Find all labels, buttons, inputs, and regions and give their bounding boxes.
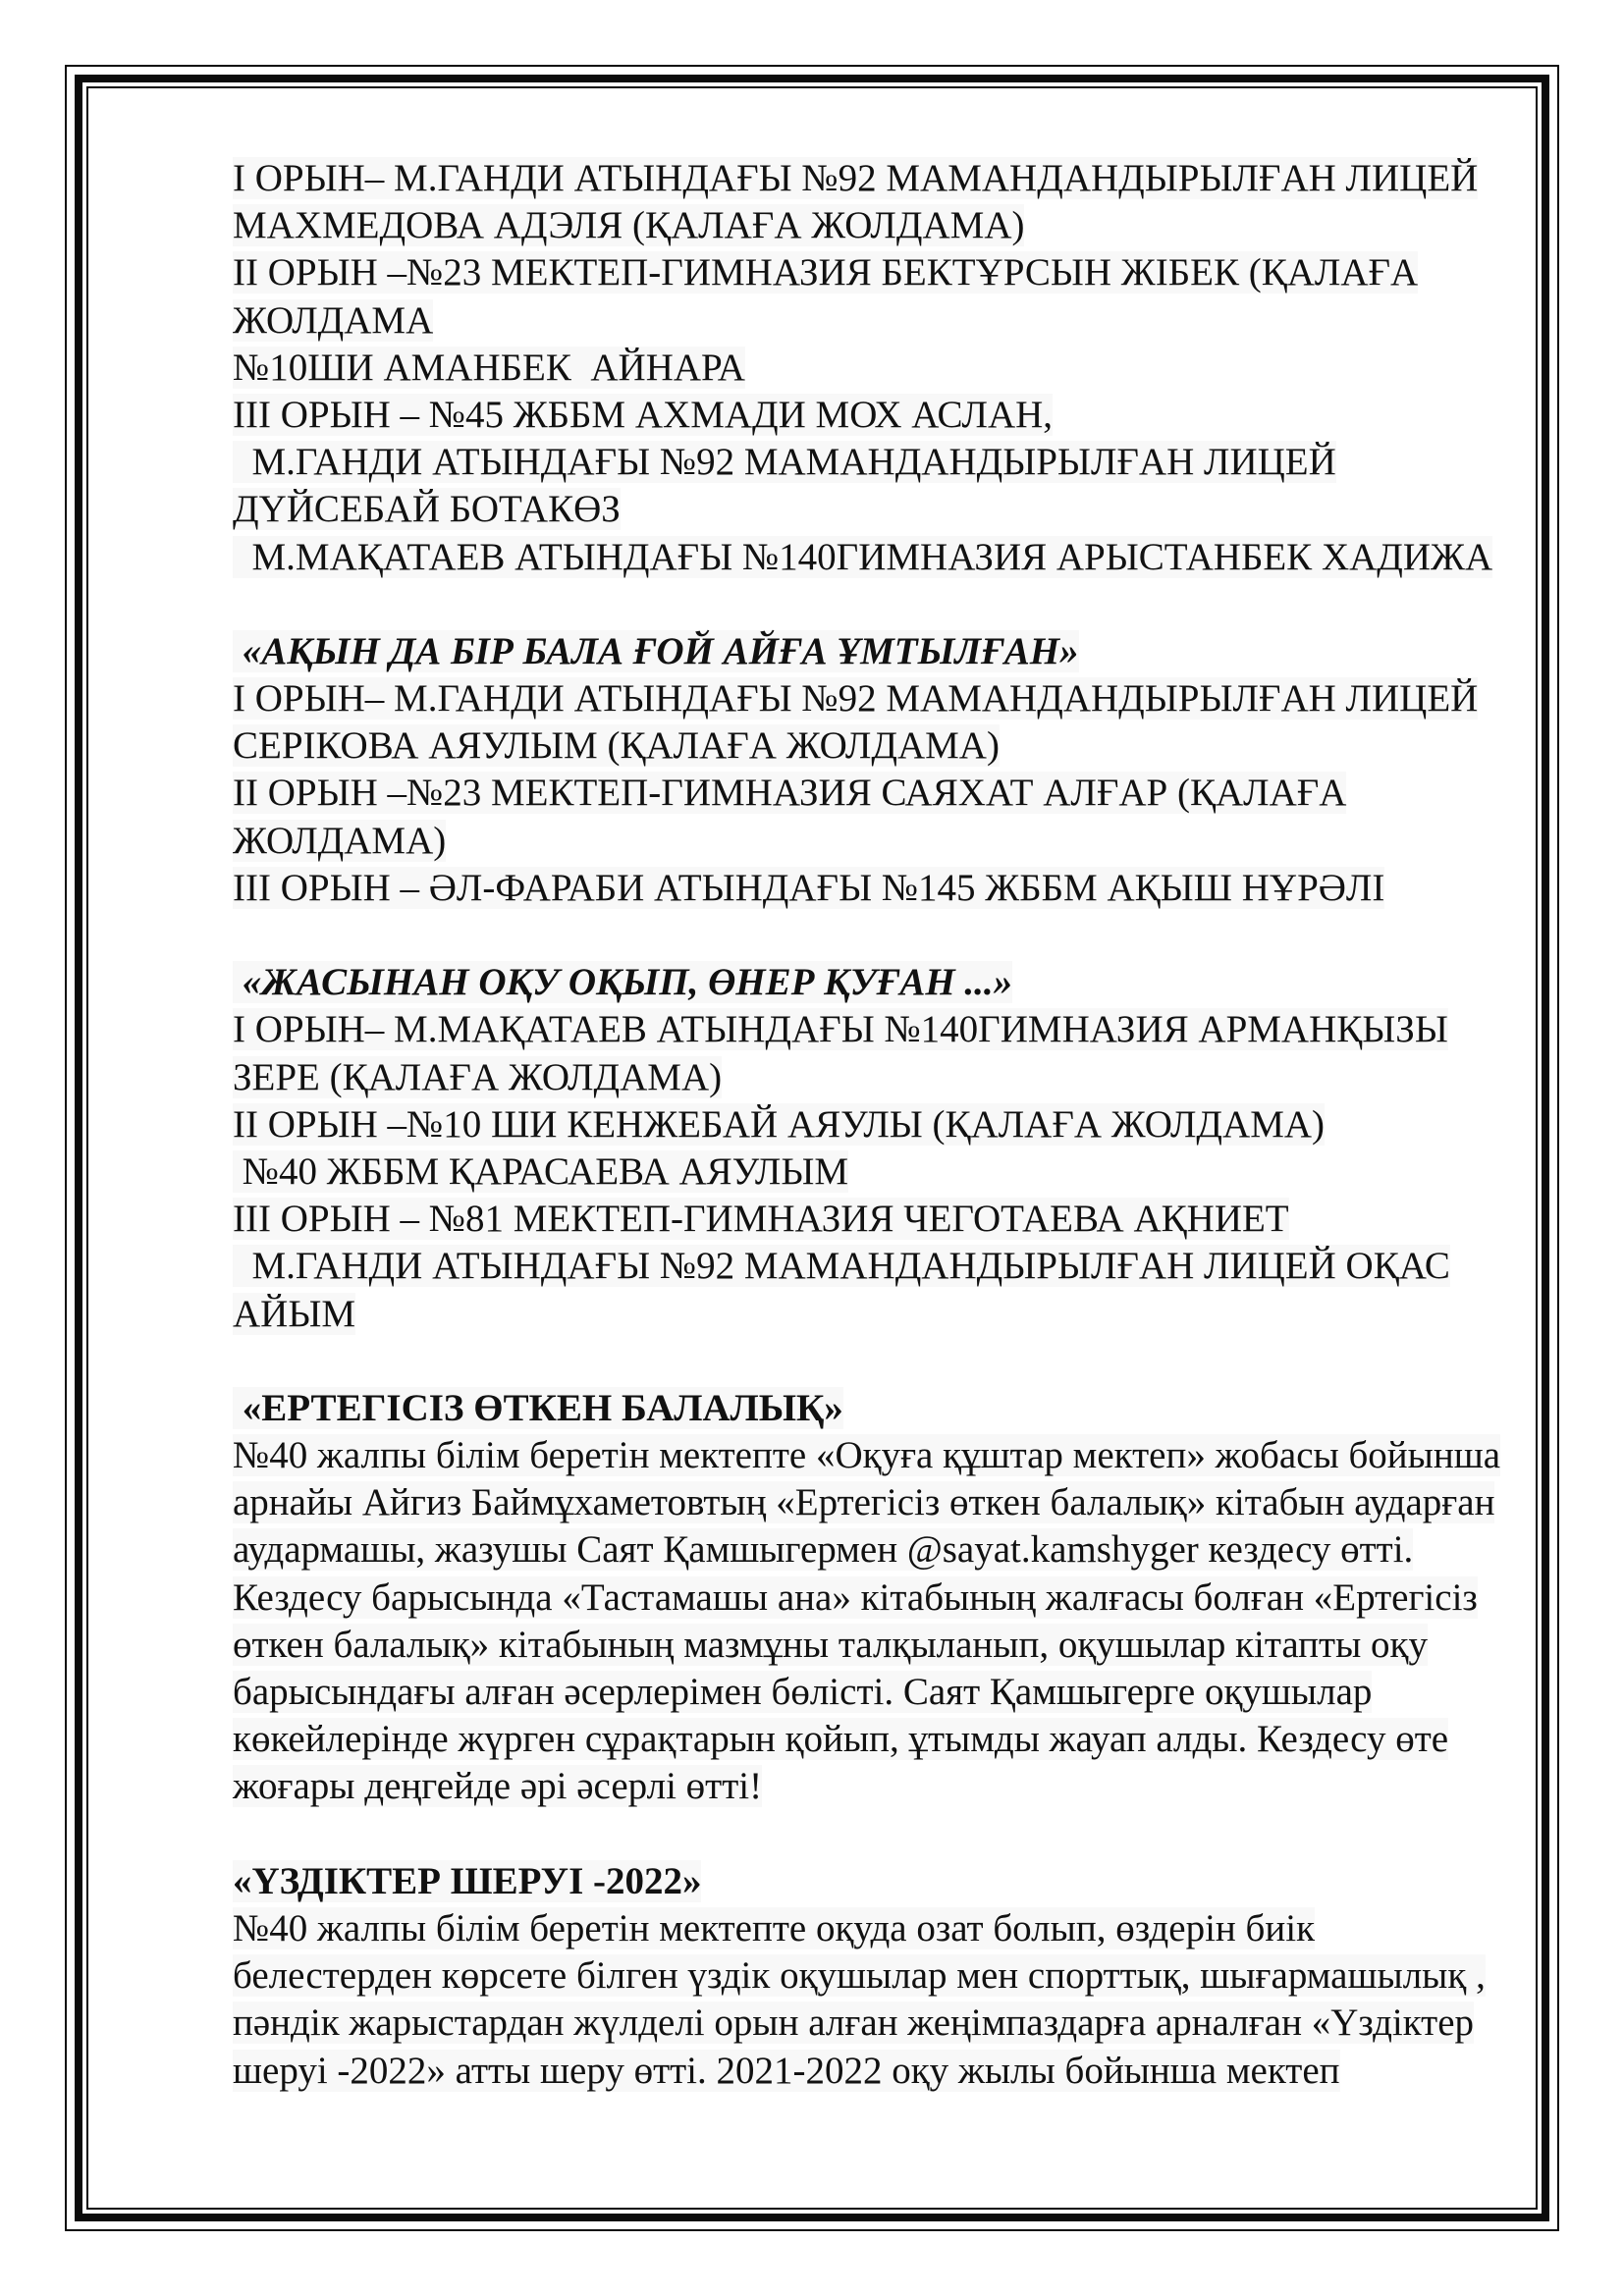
text-line: І ОРЫН– М.МАҚАТАЕВ АТЫНДАҒЫ №140ГИМНАЗИЯ АРМАНҚЫЗЫ xyxy=(233,1008,1448,1051)
text-line: ЗЕРЕ (ҚАЛАҒА ЖОЛДАМА) xyxy=(233,1055,723,1098)
section-heading-uzdikter-sherui-2022: «ҮЗДІКТЕР ШЕРУІ -2022» xyxy=(233,1859,702,1902)
text-line: ІІ ОРЫН –№23 МЕКТЕП-ГИМНАЗИЯ САЯХАТ АЛҒАР (ҚАЛАҒА xyxy=(233,772,1347,815)
section-heading-akyn-da-bir-bala: «АҚЫН ДА БІР БАЛА ҒОЙ АЙҒА ҰМТЫЛҒАН» xyxy=(233,629,1079,672)
document-text xyxy=(233,155,1548,2095)
text-line: СЕРІКОВА АЯУЛЫМ (ҚАЛАҒА ЖОЛДАМА) xyxy=(233,724,1000,768)
text-line: МАХМЕДОВА АДЭЛЯ (ҚАЛАҒА ЖОЛДАМА) xyxy=(233,204,1025,247)
text-line: ІІ ОРЫН –№23 МЕКТЕП-ГИМНАЗИЯ БЕКТҰРСЫН ЖІБЕК (ҚАЛАҒА xyxy=(233,251,1419,294)
text-line: ДҮЙСЕБАЙ БОТАКӨЗ xyxy=(233,488,621,531)
blank-line xyxy=(233,1811,1548,1858)
text-line: №10ШИ АМАНБЕК АЙНАРА xyxy=(233,346,745,389)
text-line: АЙЫМ xyxy=(233,1292,356,1335)
text-line: көкейлерінде жүрген сұрақтарын қойып, ұтымды жауап алды. Кездесу өте xyxy=(233,1718,1449,1761)
text-line: белестерден көрсете білген үздік оқушылар мен спорттық, шығармашылық , xyxy=(233,1954,1486,1998)
section-heading-zhasynan-oqu: «ЖАСЫНАН ОҚУ ОҚЫП, ӨНЕР ҚУҒАН ...» xyxy=(233,961,1013,1004)
text-line: арнайы Айгиз Баймұхаметовтың «Ертегісіз өткен балалық» кітабын аударған xyxy=(233,1481,1495,1524)
text-line: Кездесу барысында «Тастамашы ана» кітабының жалғасы болған «Ертегісіз xyxy=(233,1575,1478,1619)
text-line: барысындағы алған әсерлерімен бөлісті. Саят Қамшыгерге оқушылар xyxy=(233,1671,1373,1713)
blank-line xyxy=(233,581,1548,628)
blank-line xyxy=(233,1338,1548,1385)
text-line: М.ГАНДИ АТЫНДАҒЫ №92 МАМАНДАНДЫРЫЛҒАН ЛИЦЕЙ xyxy=(233,441,1336,484)
text-line: М.МАҚАТАЕВ АТЫНДАҒЫ №140ГИМНАЗИЯ АРЫСТАНБЕК ХАДИЖА xyxy=(233,535,1493,578)
text-line: ЖОЛДАМА xyxy=(233,298,434,342)
section-heading-ertegisiz-otken-balalyq: «ЕРТЕГІСІЗ ӨТКЕН БАЛАЛЫҚ» xyxy=(233,1386,843,1429)
text-line: ІІ ОРЫН –№10 ШИ КЕНЖЕБАЙ АЯУЛЫ (ҚАЛАҒА ЖОЛДАМА) xyxy=(233,1102,1326,1146)
text-line: ЖОЛДАМА) xyxy=(233,819,447,862)
text-line: ІІІ ОРЫН – №45 ЖББМ АХМАДИ МОХ АСЛАН, xyxy=(233,393,1054,436)
text-line: М.ГАНДИ АТЫНДАҒЫ №92 МАМАНДАНДЫРЫЛҒАН ЛИЦЕЙ ОҚАС xyxy=(233,1245,1450,1288)
blank-line xyxy=(233,912,1548,959)
text-line: №40 жалпы білім беретін мектепте «Оқуға құштар мектеп» жобасы бойынша xyxy=(233,1434,1501,1477)
text-line: №40 ЖББМ ҚАРАСАЕВА АЯУЛЫМ xyxy=(233,1149,849,1193)
text-line: пәндік жарыстардан жүлделі орын алған жеңімпаздарға арналған «Үздіктер xyxy=(233,2002,1475,2045)
text-line: ІІІ ОРЫН – №81 МЕКТЕП-ГИМНАЗИЯ ЧЕГОТАЕВА АҚНИЕТ xyxy=(233,1198,1289,1241)
text-line: өткен балалық» кітабының мазмұны талқыланып, оқушылар кітапты оқу xyxy=(233,1623,1428,1666)
text-line: І ОРЫН– М.ГАНДИ АТЫНДАҒЫ №92 МАМАНДАНДЫРЫЛҒАН ЛИЦЕЙ xyxy=(233,157,1479,199)
text-line: жоғары деңгейде әрі әсерлі өтті! xyxy=(233,1765,763,1808)
text-line: №40 жалпы білім беретін мектепте оқуда озат болып, өздерін биік xyxy=(233,1906,1316,1949)
text-line: І ОРЫН– М.ГАНДИ АТЫНДАҒЫ №92 МАМАНДАНДЫРЫЛҒАН ЛИЦЕЙ xyxy=(233,677,1479,721)
text-line: аудармашы, жазушы Саят Қамшыгермен @sayat.kamshyger кездесу өтті. xyxy=(233,1528,1414,1572)
text-line: ІІІ ОРЫН – ӘЛ-ФАРАБИ АТЫНДАҒЫ №145 ЖББМ АҚЫШ НҰРӘЛІ xyxy=(233,866,1385,909)
text-line: шеруі -2022» атты шеру өтті. 2021-2022 оқу жылы бойынша мектеп xyxy=(233,2049,1340,2092)
